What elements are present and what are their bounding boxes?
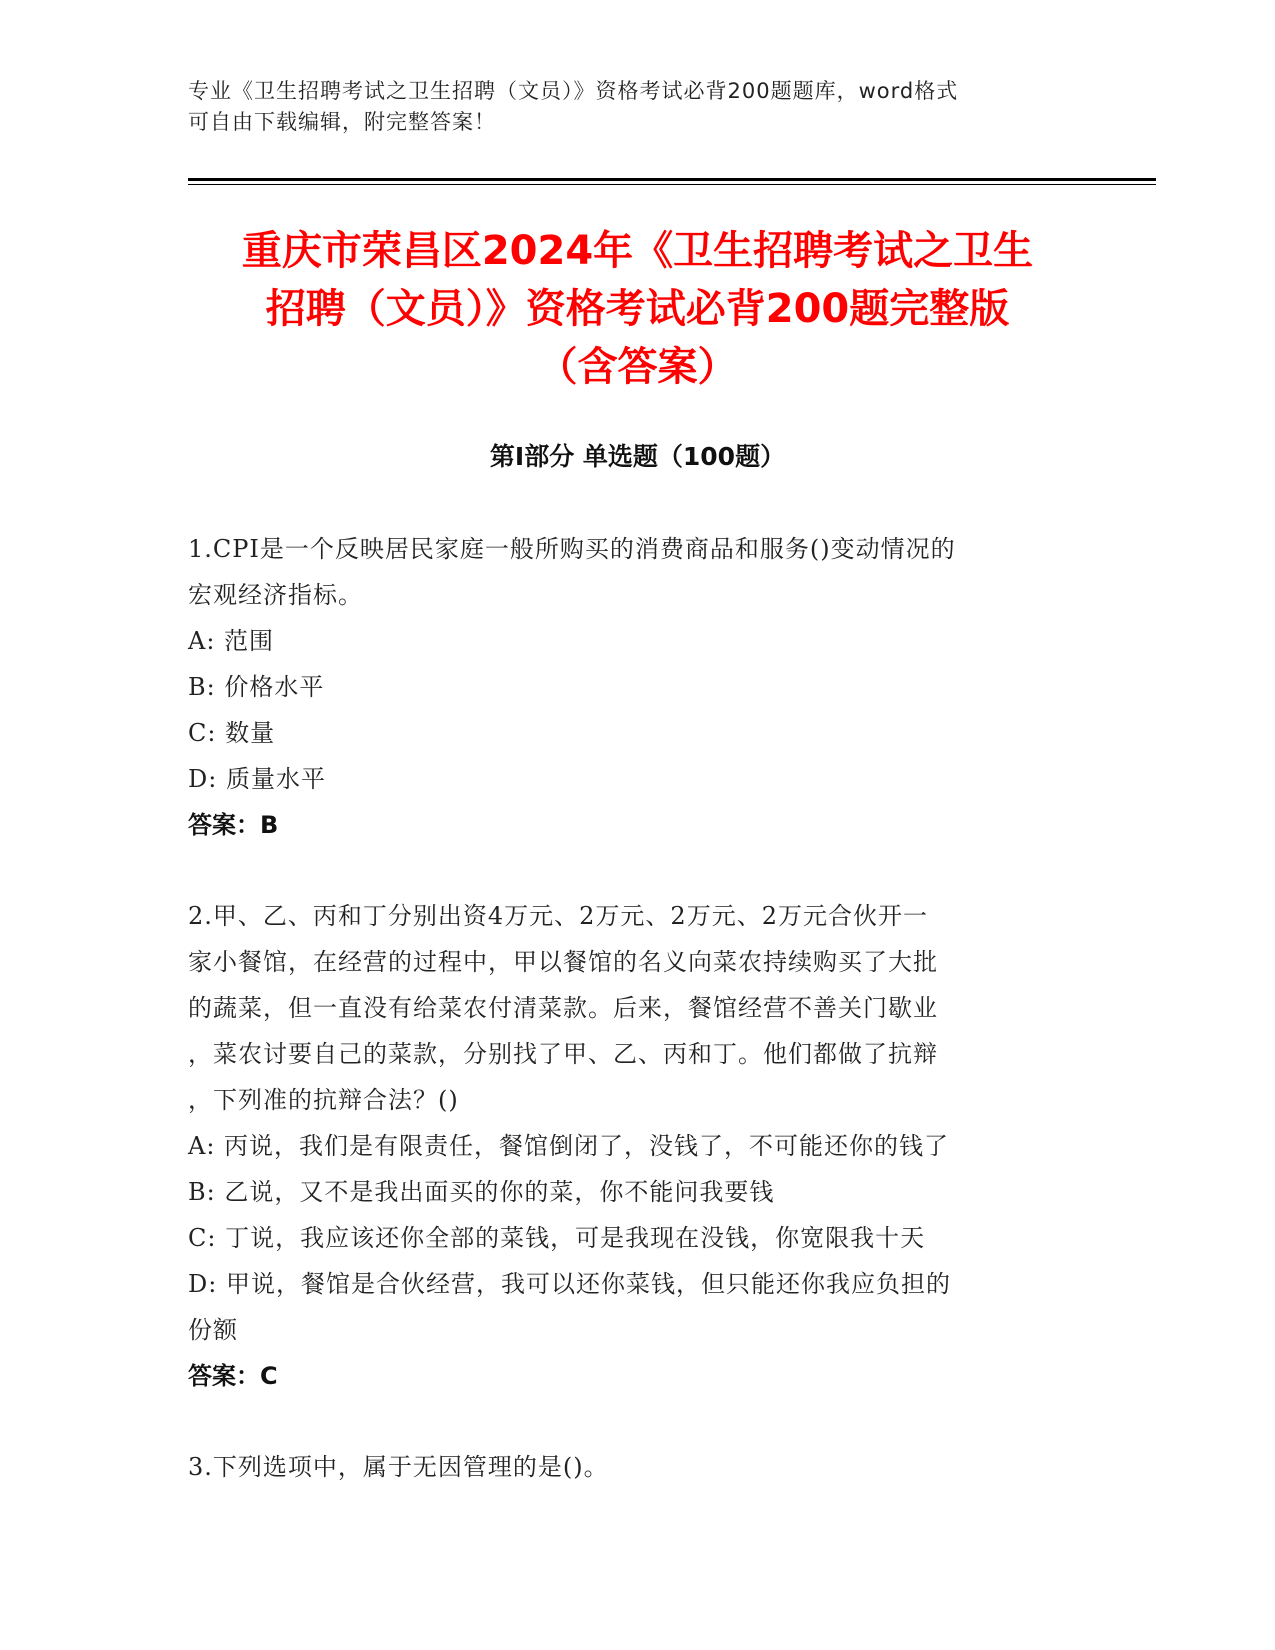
header-divider-thick (188, 178, 1156, 181)
header-note (188, 76, 1088, 138)
question-stem-line: 宏观经济指标。 (188, 581, 363, 609)
option-b: B: 价格水平 (188, 673, 325, 701)
option-c: C: 丁说，我应该还你全部的菜钱，可是我现在没钱，你宽限我十天 (188, 1224, 926, 1252)
question-3 (188, 1444, 1088, 1490)
document-title-line-1: 重庆市荣昌区2024年《卫生招聘考试之卫生 (241, 228, 1034, 274)
question-1 (188, 526, 1088, 848)
document-title-line-3: （含答案） (537, 344, 738, 390)
header-note-line-2: 可自由下载编辑，附完整答案！ (188, 110, 496, 134)
question-stem-line: 2.甲、乙、丙和丁分别出资4万元、2万元、2万元、2万元合伙开一 (188, 902, 928, 930)
question-2 (188, 893, 1088, 1399)
section-heading: 第Ⅰ部分 单选题（100题） (489, 442, 786, 471)
answer-line: 答案：B (188, 811, 279, 839)
option-a: A: 范围 (188, 627, 275, 655)
answer-line: 答案：C (188, 1362, 278, 1390)
option-d-continued: 份额 (188, 1316, 238, 1344)
option-c: C: 数量 (188, 719, 276, 747)
question-stem-line: 家小餐馆，在经营的过程中，甲以餐馆的名义向菜农持续购买了大批 (188, 948, 938, 976)
option-d: D: 甲说，餐馆是合伙经营，我可以还你菜钱，但只能还你我应负担的 (188, 1270, 951, 1298)
option-a: A: 丙说，我们是有限责任，餐馆倒闭了，没钱了，不可能还你的钱了 (188, 1132, 950, 1160)
option-b: B: 乙说，又不是我出面买的你的菜，你不能问我要钱 (188, 1178, 775, 1206)
option-d: D: 质量水平 (188, 765, 326, 793)
header-note-line-1: 专业《卫生招聘考试之卫生招聘（文员）》资格考试必背200题题库，word格式 (188, 79, 959, 103)
question-stem-line: 1.CPI是一个反映居民家庭一般所购买的消费商品和服务()变动情况的 (188, 535, 956, 563)
question-stem-line: 3.下列选项中，属于无因管理的是()。 (188, 1453, 609, 1481)
header-divider-thin (188, 184, 1156, 185)
document-title-line-2: 招聘（文员）》资格考试必背200题完整版 (265, 286, 1010, 332)
document-title (150, 222, 1125, 396)
question-stem-line: ，下列准的抗辩合法？() (188, 1086, 459, 1114)
question-stem-line: 的蔬菜，但一直没有给菜农付清菜款。后来，餐馆经营不善关门歇业 (188, 994, 938, 1022)
question-stem-line: ，菜农讨要自己的菜款，分别找了甲、乙、丙和丁。他们都做了抗辩 (188, 1040, 938, 1068)
question-list (188, 526, 1088, 1490)
